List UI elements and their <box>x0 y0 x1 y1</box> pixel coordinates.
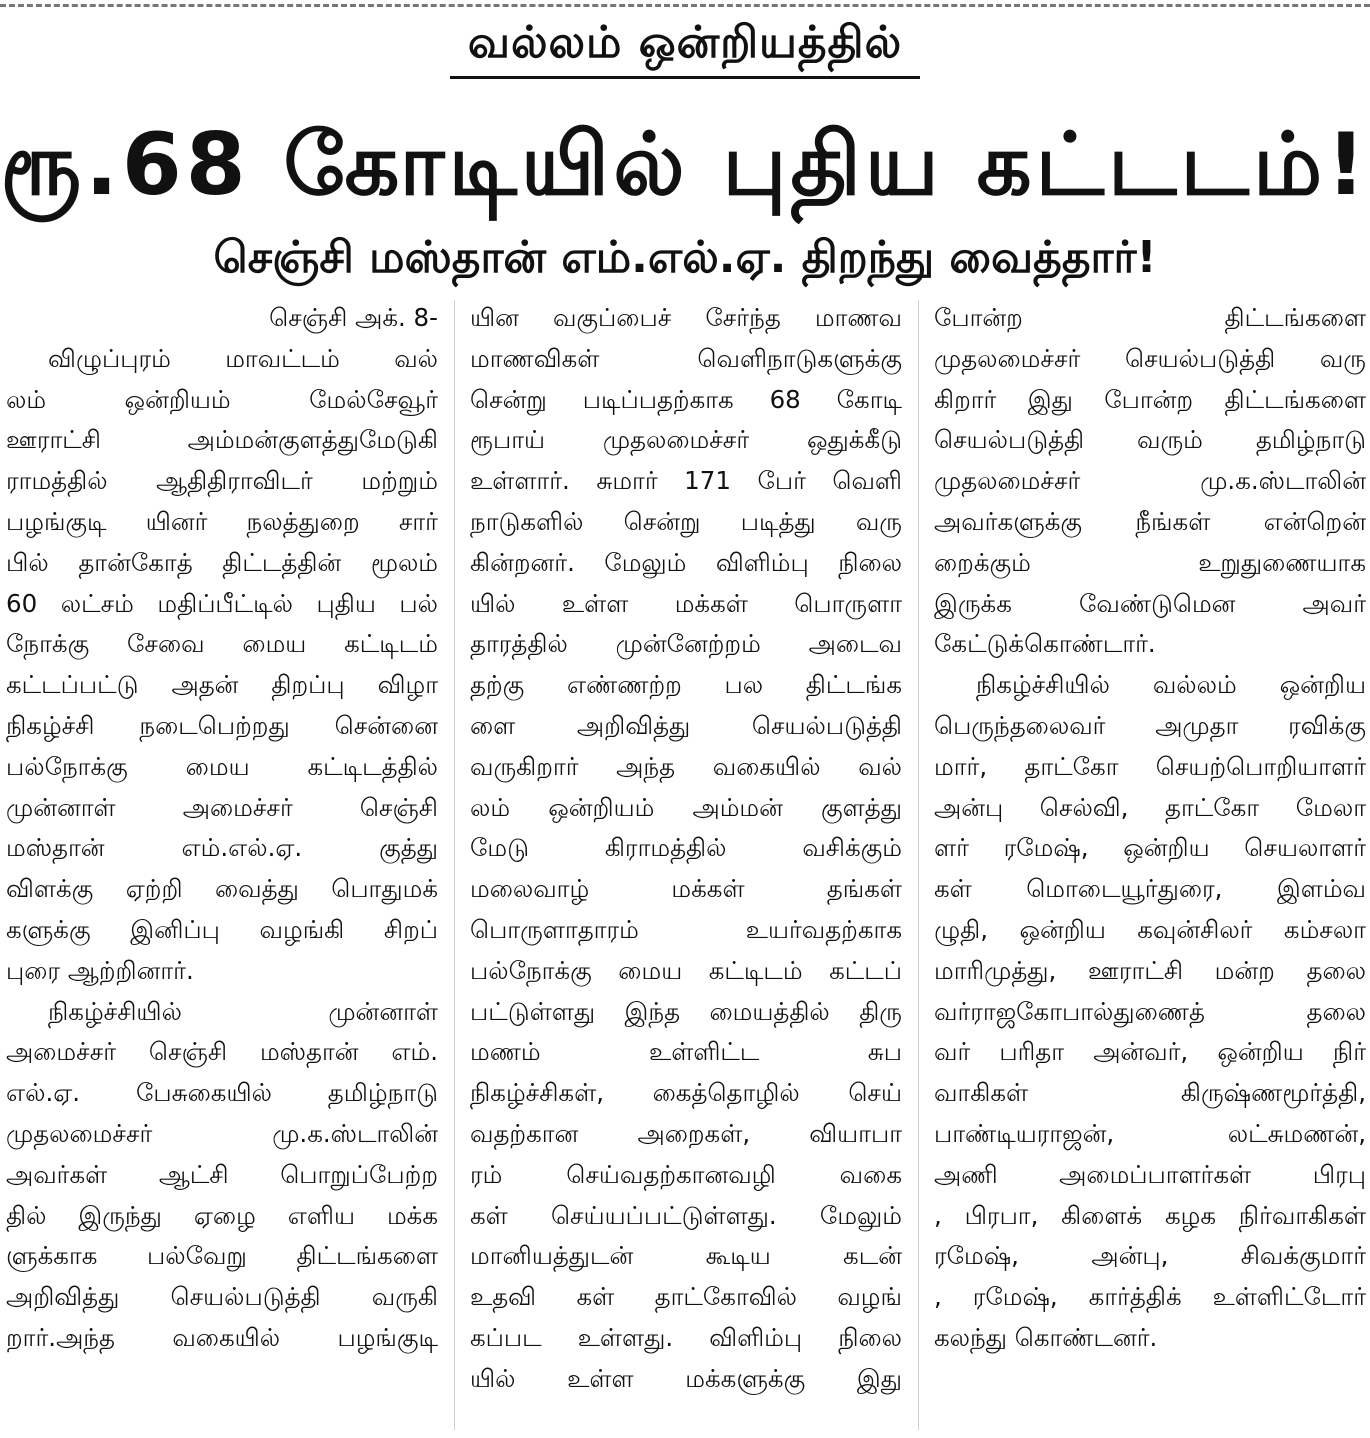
article-subheadline: செஞ்சி மஸ்தான் எம்.எல்.ஏ. திறந்து வைத்தார்! <box>213 232 1157 283</box>
body-line: வதற்கான அறைகள், வியாபா <box>470 1118 902 1148</box>
body-line: மேடு கிராமத்தில் வசிக்கும் <box>470 833 902 863</box>
body-line: பல்நோக்கு மைய கட்டிடத்தில் <box>6 751 438 781</box>
body-line: அணி அமைப்பாளர்கள் பிரபு <box>934 1159 1366 1189</box>
body-line: களுக்கு இனிப்பு வழங்கி சிறப் <box>6 914 438 944</box>
body-line: ழுதி, ஒன்றிய கவுன்சிலர் கம்சலா <box>934 914 1366 944</box>
body-line: மானியத்துடன் கூடிய கடன் <box>470 1241 902 1271</box>
column-divider <box>918 300 919 1430</box>
body-line: முன்னாள் அமைச்சர் செஞ்சி <box>6 792 438 822</box>
body-line: செயல்படுத்தி வரும் தமிழ்நாடு <box>934 425 1366 455</box>
body-line: வர் பரிதா அன்வர், ஒன்றிய நிர் <box>934 1037 1366 1067</box>
body-line: தில் இருந்து ஏழை எளிய மக்க <box>6 1200 438 1230</box>
body-line: , ரமேஷ், கார்த்திக் உள்ளிட்டோர் <box>934 1282 1366 1312</box>
kicker-text: வல்லம் ஒன்றியத்தில் <box>450 12 920 79</box>
body-line: வாகிகள் கிருஷ்ணமூர்த்தி, <box>934 1078 1366 1108</box>
article-column-3 <box>934 298 1366 1434</box>
article-kicker <box>0 12 1370 79</box>
body-line: இருக்க வேண்டுமென அவர் <box>934 588 1366 618</box>
body-line: பொருளாதாரம் உயர்வதற்காக <box>470 914 902 944</box>
body-line: லம் ஒன்றியம் மேல்சேவூர் <box>6 384 438 414</box>
body-line: கின்றனர். மேலும் விளிம்பு நிலை <box>470 547 902 577</box>
body-line: தற்கு எண்ணற்ற பல திட்டங்க <box>470 670 902 700</box>
body-line: புரை ஆற்றினார். <box>6 955 194 985</box>
body-line: ராமத்தில் ஆதிதிராவிடர் மற்றும் <box>6 466 438 496</box>
body-line: , பிரபா, கிளைக் கழக நிர்வாகிகள் <box>934 1200 1366 1230</box>
body-line: மாணவிகள் வெளிநாடுகளுக்கு <box>470 343 902 373</box>
body-line: யில் உள்ள மக்கள் பொருளா <box>470 588 902 618</box>
body-line: ரம் செய்வதற்கானவழி வகை <box>470 1159 902 1189</box>
article-headline: ரூ.68 கோடியில் புதிய கட்டடம்! <box>0 115 1370 215</box>
body-line: பெருந்தலைவர் அமுதா ரவிக்கு <box>934 710 1366 740</box>
body-line: அமைச்சர் செஞ்சி மஸ்தான் எம். <box>6 1037 438 1067</box>
body-line: மலைவாழ் மக்கள் தங்கள் <box>470 874 902 904</box>
body-line: முதலமைச்சர் செயல்படுத்தி வரு <box>934 343 1366 373</box>
dateline: செஞ்சி அக். 8- <box>269 303 438 332</box>
body-line: ளுக்காக பல்வேறு திட்டங்களை <box>6 1241 438 1271</box>
body-line: லம் ஒன்றியம் அம்மன் குளத்து <box>470 792 902 822</box>
top-dashed-border <box>0 4 1370 7</box>
body-line: நாடுகளில் சென்று படித்து வரு <box>470 506 902 536</box>
body-line: முதலமைச்சர் மு.க.ஸ்டாலின் <box>934 466 1366 496</box>
body-line: விளக்கு ஏற்றி வைத்து பொதுமக் <box>6 874 438 904</box>
body-line: வருகிறார் அந்த வகையில் வல் <box>470 751 902 781</box>
body-line: மணம் உள்ளிட்ட சுப <box>470 1037 902 1067</box>
body-line: உள்ளார். சுமார் 171 பேர் வெளி <box>470 466 902 496</box>
body-line: நோக்கு சேவை மைய கட்டிடம் <box>6 629 438 659</box>
body-line: யில் உள்ள மக்களுக்கு இது <box>470 1363 902 1393</box>
body-line: உதவி கள் தாட்கோவில் வழங் <box>470 1282 902 1312</box>
body-line: மாரிமுத்து, ஊராட்சி மன்ற தலை <box>934 955 1366 985</box>
body-line: ஊராட்சி அம்மன்குளத்துமேடுகி <box>6 425 438 455</box>
body-line: போன்ற திட்டங்களை <box>934 303 1366 332</box>
body-line: ரூபாய் முதலமைச்சர் ஒதுக்கீடு <box>470 425 902 455</box>
column-divider <box>454 300 455 1430</box>
body-line: அவர்கள் ஆட்சி பொறுப்பேற்ற <box>6 1159 438 1189</box>
body-line: கப்பட உள்ளது. விளிம்பு நிலை <box>470 1322 902 1352</box>
body-line: கலந்து கொண்டனர். <box>934 1322 1158 1352</box>
body-line: கட்டப்பட்டு அதன் திறப்பு விழா <box>6 670 438 700</box>
body-line: தாரத்தில் முன்னேற்றம் அடைவ <box>470 629 902 659</box>
body-line: பழங்குடி யினர் நலத்துறை சார் <box>6 506 438 536</box>
body-line: றார்.அந்த வகையில் பழங்குடி <box>6 1322 438 1352</box>
body-line: 60 லட்சம் மதிப்பீட்டில் புதிய பல் <box>6 588 438 618</box>
body-line: அன்பு செல்வி, தாட்கோ மேலா <box>934 792 1366 822</box>
body-line: வர்ராஜகோபால்துணைத் தலை <box>934 996 1366 1026</box>
body-line: நிகழ்ச்சி நடைபெற்றது சென்னை <box>6 710 438 740</box>
body-line: மார், தாட்கோ செயற்பொறியாளர் <box>934 751 1366 781</box>
body-line: ளர் ரமேஷ், ஒன்றிய செயலாளர் <box>934 833 1366 863</box>
body-line: கள் மொடையூர்துரை, இளம்வ <box>934 874 1366 904</box>
body-line: அவர்களுக்கு நீங்கள் என்றென் <box>934 506 1366 536</box>
body-line: கேட்டுக்கொண்டார். <box>934 629 1156 659</box>
body-line: ரமேஷ், அன்பு, சிவக்குமார் <box>934 1241 1366 1271</box>
body-line: சென்று படிப்பதற்காக 68 கோடி <box>470 384 902 414</box>
body-line: கள் செய்யப்பட்டுள்ளது. மேலும் <box>470 1200 902 1230</box>
body-line: நிகழ்ச்சியில் வல்லம் ஒன்றிய <box>976 670 1366 700</box>
body-line: ளை அறிவித்து செயல்படுத்தி <box>470 710 902 740</box>
body-line: நிகழ்ச்சிகள், கைத்தொழில் செய் <box>470 1078 902 1108</box>
body-line: பல்நோக்கு மைய கட்டிடம் கட்டப் <box>470 955 902 985</box>
body-line: பாண்டியராஜன், லட்சுமணன், <box>934 1118 1366 1148</box>
body-line: றைக்கும் உறுதுணையாக <box>934 547 1366 577</box>
body-line: விழுப்புரம் மாவட்டம் வல் <box>48 343 438 373</box>
body-line: யின வகுப்பைச் சேர்ந்த மாணவ <box>470 303 902 332</box>
article-column-2 <box>470 298 902 1434</box>
article-column-1 <box>6 298 438 1434</box>
body-line: அறிவித்து செயல்படுத்தி வருகி <box>6 1282 438 1312</box>
body-line: கிறார் இது போன்ற திட்டங்களை <box>934 384 1366 414</box>
body-line: எல்.ஏ. பேசுகையில் தமிழ்நாடு <box>6 1078 438 1108</box>
body-line: பட்டுள்ளது இந்த மையத்தில் திரு <box>470 996 902 1026</box>
body-line: மஸ்தான் எம்.எல்.ஏ. குத்து <box>6 833 438 863</box>
body-line: முதலமைச்சர் மு.க.ஸ்டாலின் <box>6 1118 438 1148</box>
body-line: நிகழ்ச்சியில் முன்னாள் <box>48 996 438 1026</box>
body-line: பில் தான்கோத் திட்டத்தின் மூலம் <box>6 547 438 577</box>
